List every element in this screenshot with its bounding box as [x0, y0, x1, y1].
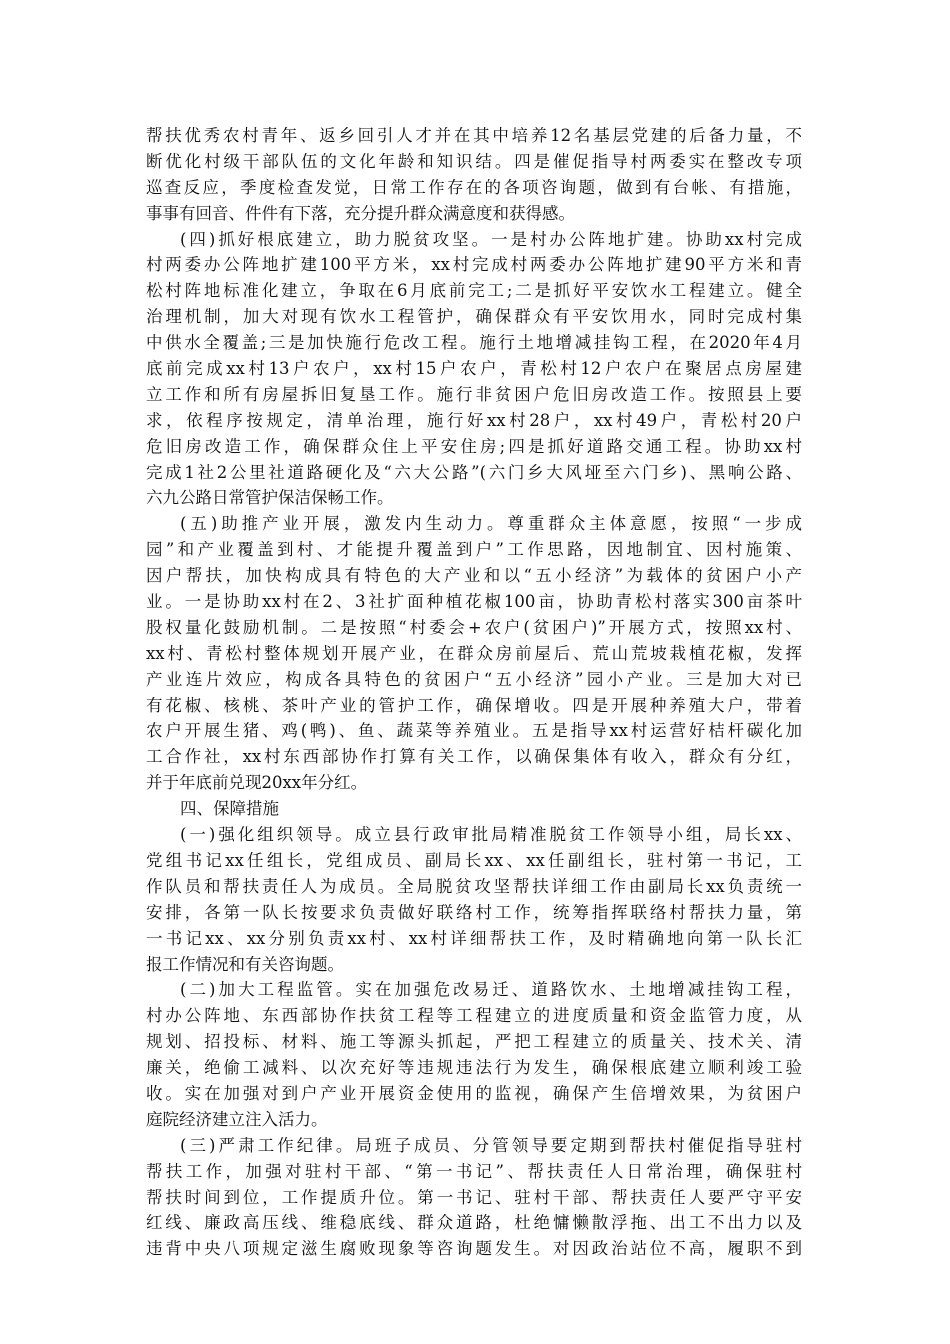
paragraph-last-line: 庭院经济建立注入活力。 — [146, 1109, 328, 1129]
text-line: 园”和产业覆盖到村、才能提升覆盖到户”工作思路，因地制宜、因村施策、 — [146, 540, 802, 560]
paragraph-last-line: 六九公路日常管护保洁保畅工作。 — [146, 488, 394, 508]
paragraph-last-line: 事事有回音、件件有下落，充分提升群众满意度和获得感。 — [146, 203, 575, 223]
text-line: 治理机制，加大对现有饮水工程管护，确保群众有平安饮用水，同时完成村集 — [146, 307, 802, 327]
text-line: xx村、青松村整体规划开展产业，在群众房前屋后、荒山荒坡栽植花椒，发挥 — [146, 643, 802, 663]
paragraph-first-line: (二)加大工程监管。实在加强危改易迁、道路饮水、土地增减挂钩工程， — [180, 980, 802, 1000]
text-line: 一书记xx、xx分别负责xx村、xx村详细帮扶工作，及时精确地向第一队长汇 — [146, 928, 802, 948]
text-line: 村两委办公阵地扩建100平方米，xx村完成村两委办公阵地扩建90平方米和青 — [146, 255, 802, 275]
text-line: 违背中央八项规定滋生腐败现象等咨询题发生。对因政治站位不高，履职不到 — [146, 1239, 802, 1259]
text-line: 中供水全覆盖;三是加快施行危改工程。施行土地增减挂钩工程，在2020年4月 — [146, 333, 802, 353]
document-body — [146, 123, 802, 1262]
text-line: 断优化村级干部队伍的文化年龄和知识结。四是催促指导村两委实在整改专项 — [146, 151, 802, 171]
text-line: 完成1社2公里社道路硬化及“六大公路”(六门乡大风垭至六门乡)、黑响公路、 — [146, 462, 802, 482]
text-line: 规划、招投标、材料、施工等源头抓起，严把工程建立的质量关、技术关、清 — [146, 1032, 802, 1052]
text-line: 股权量化鼓励机制。二是按照“村委会+农户(贫困户)”开展方式，按照xx村、 — [146, 617, 802, 637]
text-line: 危旧房改造工作，确保群众住上平安住房;四是抓好道路交通工程。协助xx村 — [146, 436, 802, 456]
section-heading: 四、保障措施 — [180, 799, 279, 819]
text-line: 廉关，绝偷工减料、以次充好等违规违法行为发生，确保根底建立顺利竣工验 — [146, 1058, 802, 1078]
text-line: 产业连片效应，构成各具特色的贫困户“五小经济”园小产业。三是加大对已 — [146, 669, 802, 689]
paragraph-first-line: (四)抓好根底建立，助力脱贫攻坚。一是村办公阵地扩建。协助xx村完成 — [180, 229, 802, 249]
text-line: 求，依程序按规定，清单治理，施行好xx村28户，xx村49户，青松村20户 — [146, 410, 802, 430]
text-line: 村办公阵地、东西部协作扶贫工程等工程建立的进度质量和资金监管力度，从 — [146, 1006, 802, 1026]
text-line: 红线、廉政高压线、维稳底线、群众道路，杜绝慵懒散浮拖、出工不出力以及 — [146, 1213, 802, 1233]
text-line: 作队员和帮扶责任人为成员。全局脱贫攻坚帮扶详细工作由副局长xx负责统一 — [146, 876, 802, 896]
paragraph-first-line: (三)严肃工作纪律。局班子成员、分管领导要定期到帮扶村催促指导驻村 — [180, 1135, 802, 1155]
paragraph-last-line: 报工作情况和有关咨询题。 — [146, 954, 344, 974]
text-line: 安排，各第一队长按要求负责做好联络村工作，统筹指挥联络村帮扶力量，第 — [146, 902, 802, 922]
text-line: 收。实在加强对到户产业开展资金使用的监视，确保产生倍增效果，为贫困户 — [146, 1083, 802, 1103]
text-line: 帮扶优秀农村青年、返乡回引人才并在其中培养12名基层党建的后备力量，不 — [146, 126, 802, 145]
text-line: 巡查反应，季度检查发觉，日常工作存在的各项咨询题，做到有台帐、有措施， — [146, 177, 802, 197]
text-line: 帮扶时间到位，工作提质升位。第一书记、驻村干部、帮扶责任人要严守平安 — [146, 1187, 802, 1207]
text-line: 业。一是协助xx村在2、3社扩面种植花椒100亩，协助青松村落实300亩茶叶 — [146, 592, 802, 612]
text-line: 立工作和所有房屋拆旧复垦工作。施行非贫困户危旧房改造工作。按照县上要 — [146, 384, 802, 404]
text-line: 农户开展生猪、鸡(鸭)、鱼、蔬菜等养殖业。五是指导xx村运营好桔杆碳化加 — [146, 721, 802, 741]
text-line: 帮扶工作，加强对驻村干部、“第一书记”、帮扶责任人日常治理，确保驻村 — [146, 1161, 802, 1181]
text-line: 松村阵地标准化建立，争取在6月底前完工;二是抓好平安饮水工程建立。健全 — [146, 281, 802, 301]
text-line: 底前完成xx村13户农户，xx村15户农户，青松村12户农户在聚居点房屋建 — [146, 359, 802, 379]
text-line: 有花椒、核桃、茶叶产业的管护工作，确保增收。四是开展种养殖大户，带着 — [146, 695, 802, 715]
paragraph-first-line: (一)强化组织领导。成立县行政审批局精准脱贫工作领导小组，局长xx、 — [180, 825, 802, 845]
paragraph-last-line: 并于年底前兑现20xx年分红。 — [146, 773, 368, 793]
text-line: 党组书记xx任组长，党组成员、副局长xx、xx任副组长，驻村第一书记，工 — [146, 850, 802, 870]
paragraph-first-line: (五)助推产业开展，激发内生动力。尊重群众主体意愿，按照“一步成 — [180, 514, 802, 534]
text-line: 工合作社，xx村东西部协作打算有关工作，以确保集体有收入，群众有分红， — [146, 747, 802, 767]
text-line: 因户帮扶，加快构成具有特色的大产业和以“五小经济”为载体的贫困户小产 — [146, 566, 802, 586]
